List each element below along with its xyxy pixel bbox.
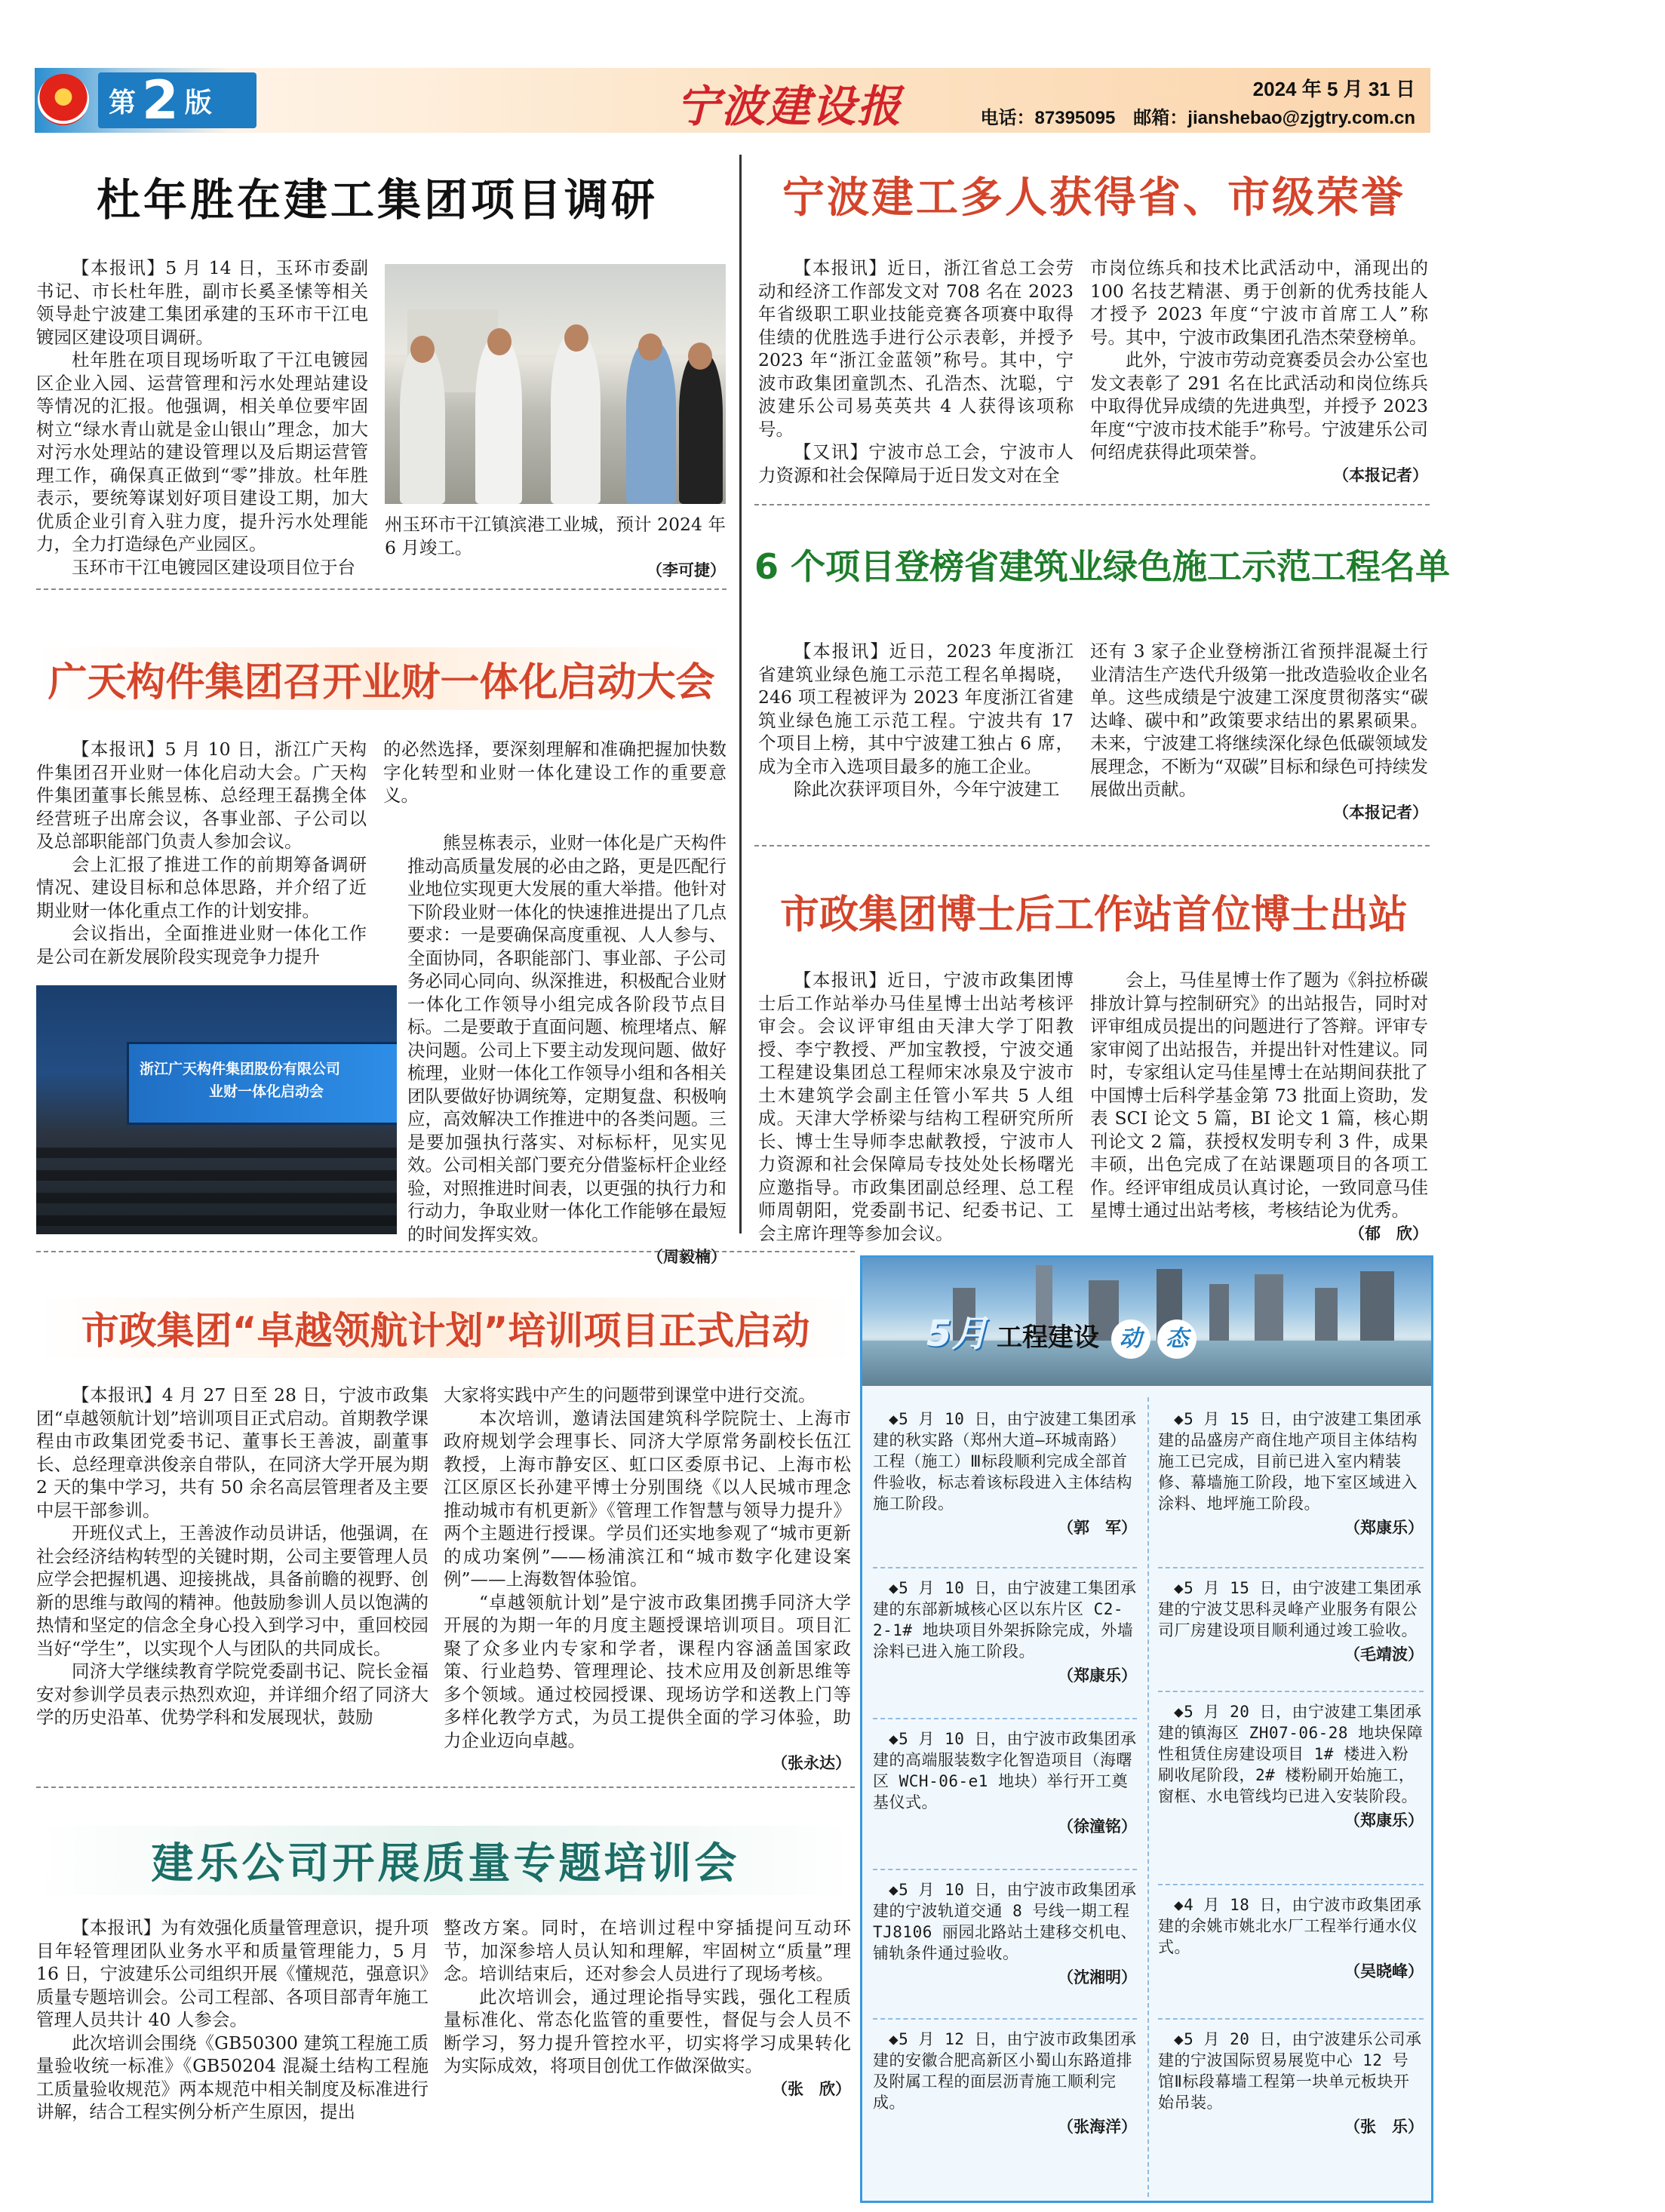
project-text: ◆5 月 20 日，由宁波建工集团承建的镇海区 ZH07-06-28 地块保障性租赁住房建设项目 1# 楼进入粉刷收尾阶段，2# 楼粉刷开始施工，窗框、水电管线均已进入安装阶段。 bbox=[1158, 1703, 1424, 1805]
paragraph: 整改方案。同时，在培训过程中穿插提问互动环节，加深参培人员认知和理解，牢固树立“质量”理念。培训结束后，还对参会人员进行了现场考核。 bbox=[444, 1917, 851, 1984]
article-body-3b bbox=[1090, 640, 1428, 824]
project-text: ◆5 月 12 日，由宁波市政集团承建的安徽合肥高新区小蜀山东路道排及附属工程的面层沥青施工顺利完成。 bbox=[873, 2030, 1137, 2112]
project-byline: （吴晓峰） bbox=[1344, 1962, 1424, 1980]
project-text: ◆5 月 20 日，由宁波建乐公司承建的宁波国际贸易展览中心 12 号馆Ⅱ标段幕墙工程第一块单元板块开始吊装。 bbox=[1158, 2030, 1422, 2112]
project-byline: （张海洋） bbox=[1058, 2118, 1137, 2136]
paragraph: 还有 3 家子企业登榜浙江省预拌混凝土行业清洁生产迭代升级第一批改造验收企业名单。这些成绩是宁波建工深度贯彻落实“碳达峰、碳中和”政策要求结出的累累硕果。未来，宁波建工将继续深化绿色低碳领域发展理念，不断为“双碳”目标和绿色可持续发展做出贡献。 bbox=[1090, 641, 1428, 800]
byline: （张 欣） bbox=[772, 2079, 851, 2098]
photo-site-visit bbox=[385, 264, 726, 504]
article-body-5a bbox=[758, 969, 1074, 1245]
page-ban: 版 bbox=[184, 87, 212, 118]
project-byline: （郑康乐） bbox=[1344, 1519, 1424, 1537]
byline: （本报记者） bbox=[1333, 465, 1428, 484]
paragraph: 【本报讯】4 月 27 日至 28 日，宁波市政集团“卓越领航计划”培训项目正式启动。首期教学课程由市政集团党委书记、董事长王善波，副董事长、总经理章洪俊亲自带队，在同济大学开展为期 2 天的集中学习，共有 50 余名高层管理者及主要中层干部参训。 bbox=[36, 1384, 429, 1521]
byline: （张永达） bbox=[772, 1754, 851, 1772]
project-text: ◆5 月 15 日，由宁波建工集团承建的宁波艾思科灵峰产业服务有限公司厂房建设项目顺利通过竣工验收。 bbox=[1158, 1579, 1422, 1639]
project-byline: （郑康乐） bbox=[1058, 1667, 1137, 1685]
section-divider bbox=[754, 845, 1430, 846]
meeting-screen bbox=[127, 1042, 397, 1125]
paragraph: 同济大学继续教育学院党委副书记、院长金福安对参训学员表示热烈欢迎，并详细介绍了同济大学的历史沿革、优势学科和发展现状，鼓励 bbox=[36, 1661, 429, 1728]
paragraph: 此次培训会围绕《GB50300 建筑工程施工质量验收统一标准》《GB50204 混凝土结构工程施工质量验收规范》两本规范中相关制度及标准进行讲解，结合工程实例分析产生原因，提出 bbox=[36, 2032, 429, 2122]
paragraph: 【本报讯】近日，浙江省总工会劳动和经济工作部发文对 708 名在 2023 年省级职工职业技能竞赛各项赛中取得佳绩的优胜选手进行公示表彰，并授予 2023 年“浙江金蓝领”称号。其中，宁波市政集团童凯杰、孔浩杰、沈聪，宁波建乐公司易英英共 4 人获得该项称号。 bbox=[758, 257, 1074, 440]
project-item bbox=[873, 2029, 1137, 2137]
byline: （周毅楠） bbox=[647, 1248, 727, 1266]
project-item bbox=[1158, 1578, 1424, 1665]
article-body-2a bbox=[758, 257, 1074, 487]
title-month: 5月 bbox=[926, 1313, 988, 1355]
paragraph: 开班仪式上，王善波作动员讲话，他强调，在社会经济结构转型的关键时期，公司主要管理人员应学会把握机遇、迎接挑战，具备前瞻的视野、创新的思维与敢闯的精神。他鼓励参训人员以饱满的热情和坚定的信念全身心投入到学习中，重回校园当好“学生”，以实现个人与团队的共同成长。 bbox=[36, 1522, 429, 1659]
section-divider bbox=[36, 1251, 855, 1252]
article-title-quality-training: 建乐公司开展质量专题培训会 bbox=[36, 1826, 855, 1895]
paragraph: 此次培训会，通过理论指导实践，强化工程质量标准化、常态化监管的重要性，督促与会人员不断学习，努力提升管控水平，切实将学习成果转化为实际成效，将项目创优工作做深做实。 bbox=[444, 1986, 851, 2076]
project-item bbox=[873, 1728, 1137, 1837]
project-text: ◆5 月 15 日，由宁波建工集团承建的品盛房产商住地产项目主体结构施工已完成，目前已进入室内精装修、幕墙施工阶段，地下室区域进入涂料、地坪施工阶段。 bbox=[1158, 1410, 1422, 1513]
paragraph: 【本报讯】近日，宁波市政集团博士后工作站举办马佳星博士出站考核评审会。会议评审组由天津大学丁阳教授、李宁教授、严加宝教授，宁波交通工程建设集团总工程师宋冰泉及宁波市土木建筑学会副主任管小军共 5 人组成。天津大学桥梁与结构工程研究所所长、博士生导师李忠献教授，宁波市人力资源和社会保障局专技处处长杨曙光应邀指导。市政集团副总经理、总工程师周朝阳，党委副书记、纪委书记、工会主席许理等参加会议。 bbox=[758, 969, 1074, 1244]
paragraph: 除此次获评项目外，今年宁波建工 bbox=[794, 779, 1060, 800]
photo-kickoff-meeting bbox=[36, 985, 397, 1234]
article-body-1b bbox=[385, 513, 726, 582]
project-text: ◆5 月 10 日，由宁波建工集团承建的秋实路（郑州大道—环城南路）工程（施工）Ⅲ标段顺利完成全部首件验收，标志着该标段进入主体结构施工阶段。 bbox=[873, 1410, 1137, 1513]
issue-date: 2024 年 5 月 31 日 bbox=[1252, 78, 1415, 100]
paragraph: 杜年胜在项目现场听取了干江电镀园区企业入园、运营管理和污水处理站建设等情况的汇报。他强调，相关单位要牢固树立“绿水青山就是金山银山”理念，加大对污水处理站的建设管理以及后期运营管理工作，确保真正做到“零”排放。杜年胜表示，要统筹谋划好项目建设工期，加大优质企业引育入驻力度，提升污水处理能力，全力打造绿色产业园区。 bbox=[36, 349, 368, 555]
article-body-2b bbox=[1090, 257, 1428, 487]
article-body-4a bbox=[36, 738, 367, 968]
paragraph: 市岗位练兵和技术比武活动中，涌现出的 100 名技艺精湛、勇于创新的优秀技能人才授予 2023 年度“宁波市首席工人”称号。其中，宁波市政集团孔浩杰荣登榜单。 bbox=[1090, 257, 1428, 348]
article-title-dunianSheng: 杜年胜在建工集团项目调研 bbox=[96, 174, 658, 226]
project-byline: （张 乐） bbox=[1344, 2118, 1424, 2136]
article-title-guangtian: 广天构件集团召开业财一体化启动大会 bbox=[36, 647, 727, 710]
project-byline: （沈湘明） bbox=[1058, 1968, 1137, 1986]
title-badge-2: 态 bbox=[1157, 1320, 1197, 1359]
column-divider bbox=[739, 155, 742, 1233]
project-text: ◆4 月 18 日，由宁波市政集团承建的余姚市姚北水厂工程举行通水仪式。 bbox=[1158, 1896, 1422, 1956]
byline: （李可捷） bbox=[647, 561, 726, 579]
masthead bbox=[35, 68, 1430, 133]
paragraph: 熊昱栋表示，业财一体化是广天构件推动高质量发展的必由之路，更是匹配行业地位实现更大发展的重大举措。他针对下阶段业财一体化的快速推进提出了几点要求：一是要确保高度重视、人人参与、全面协同，各职能部门、事业部、子公司务必同心同向、纵深推进，积极配合业财一体化工作领导小组完成各阶段节点目标。二是要敢于直面问题、梳理堵点、解决问题。公司上下要主动发现问题、做好梳理，业财一体化工作领导小组和各相关团队要做好协调统筹，定期复盘、积极响应，高效解决工作推进中的各类问题。三是要加强执行落实、对标标杆，见实见效。公司相关部门要充分借鉴标杆企业经验，对照推进时间表，以更强的执行力和行动力，争取业财一体化工作能够在最短的时间发挥实效。 bbox=[407, 832, 727, 1245]
project-byline: （郑康乐） bbox=[1344, 1811, 1424, 1830]
project-box-title bbox=[926, 1304, 1197, 1359]
article-body-1a bbox=[36, 257, 368, 579]
byline: （本报记者） bbox=[1333, 803, 1428, 822]
project-item bbox=[1158, 1894, 1424, 1982]
title-badge-1: 动 bbox=[1111, 1320, 1150, 1359]
article-body-7a bbox=[36, 1916, 429, 2124]
section-divider bbox=[36, 588, 727, 590]
section-divider bbox=[36, 1786, 855, 1788]
article-title-training-launch: 市政集团“卓越领航计划”培训项目正式启动 bbox=[36, 1298, 855, 1358]
paragraph: 【又讯】宁波市总工会，宁波市人力资源和社会保障局于近日发文对在全 bbox=[758, 441, 1074, 486]
project-text: ◆5 月 10 日，由宁波市政集团承建的宁波轨道交通 8 号线一期工程 TJ8106 丽园北路站土建移交机电、铺轨条件通过验收。 bbox=[873, 1881, 1138, 1962]
paragraph: 【本报讯】5 月 14 日，玉环市委副书记、市长杜年胜，副市长奚圣愫等相关领导赴宁波建工集团承建的玉环市干江电镀园区建设项目调研。 bbox=[36, 257, 368, 348]
paragraph: 此外，宁波市劳动竞赛委员会办公室也发文表彰了 291 名在比武活动和岗位练兵中取得优异成绩的先进典型，并授予 2023 年度“宁波市技术能手”称号。宁波建乐公司何绍虎获得此项荣誉。 bbox=[1090, 349, 1428, 462]
page-number-box bbox=[98, 69, 257, 131]
paragraph: 【本报讯】为有效强化质量管理意识，提升项目年轻管理团队业务水平和质量管理能力，5 月 16 日，宁波建乐公司组织开展《懂规范，强意识》质量专题培训会。公司工程部、各项目部青年施工管理人员共计 40 人参会。 bbox=[36, 1917, 429, 2030]
project-byline: （郭 军） bbox=[1058, 1519, 1137, 1537]
project-byline: （毛靖波） bbox=[1344, 1645, 1424, 1664]
title-text: 工程建设 bbox=[996, 1323, 1099, 1353]
item-divider bbox=[1158, 1567, 1424, 1568]
byline: （郁 欣） bbox=[1349, 1224, 1428, 1243]
paragraph: 玉环市干江电镀园区建设项目位于台 bbox=[72, 556, 355, 578]
article-title-honors: 宁波建工多人获得省、市级荣誉 bbox=[782, 174, 1405, 223]
item-divider bbox=[873, 2018, 1137, 2020]
section-divider bbox=[754, 504, 1430, 505]
item-divider bbox=[1158, 1691, 1424, 1692]
article-body-5b bbox=[1090, 969, 1428, 1245]
screen-line-1: 浙江广天构件集团股份有限公司 bbox=[140, 1061, 341, 1077]
paragraph: 的必然选择，要深刻理解和准确把握加快数字化转型和业财一体化建设工作的重要意义。 bbox=[383, 739, 727, 806]
contact-info: 电话：87395095 邮箱：jianshebao@zjgtry.com.cn bbox=[980, 108, 1415, 128]
paragraph: 州玉环市干江镇滨港工业城，预计 2024 年 6 月竣工。 bbox=[385, 514, 726, 558]
project-item bbox=[873, 1879, 1137, 1988]
screen-line-2: 业财一体化启动会 bbox=[208, 1083, 324, 1100]
project-item bbox=[1158, 1701, 1424, 1831]
page-number: 2 bbox=[142, 69, 179, 131]
project-item bbox=[1158, 1409, 1424, 1538]
project-item bbox=[873, 1409, 1137, 1538]
paragraph: 【本报讯】近日，2023 年度浙江省建筑业绿色施工示范工程名单揭晓，246 项工程被评为 2023 年度浙江省建筑业绿色施工示范工程。宁波共有 17 个项目上榜，其中宁波建工独占 6 席，成为全市入选项目最多的施工企业。 bbox=[758, 641, 1074, 777]
project-item bbox=[1158, 2029, 1424, 2137]
paragraph: 会上汇报了推进工作的前期筹备调研情况、建设目标和总体思路，并介绍了近期业财一体化重点工作的计划安排。 bbox=[36, 853, 367, 921]
article-body-6b bbox=[444, 1384, 851, 1775]
article-title-green-construction: 6 个项目登榜省建筑业绿色施工示范工程名单 bbox=[754, 546, 1451, 587]
paragraph: 会议指出，全面推进业财一体化工作是公司在新发展阶段实现竞争力提升 bbox=[36, 923, 367, 967]
paragraph: 会上，马佳星博士作了题为《斜拉桥碳排放计算与控制研究》的出站报告，同时对评审组成员提出的问题进行了答辩。评审专家审阅了出站报告，并提出针对性建议。同时，专家组认定马佳星博士在站期间获批了中国博士后科学基金第 73 批面上资助，发表 SCI 论文 5 篇，BI 论文 1 篇，核心期刊论文 2 篇，获授权发明专利 3 件，成果丰硕，出色完成了在站课题项目的各项工作。经评审组成员认真讨论，一致同意马佳星博士通过出站考核，考核结论为优秀。 bbox=[1090, 969, 1428, 1221]
paragraph: 本次培训，邀请法国建筑科学院院士、上海市政府规划学会理事长、同济大学原常务副校长伍江教授，上海市静安区、虹口区委原书记、上海市松江区原区长孙建平博士分别围绕《以人民城市理念推动城市有机更新》《管理工作智慧与领导力提升》两个主题进行授课。学员们还实地参观了“城市更新的成功案例”——杨浦滨江和“城市数字化建设案例”——上海数智体验馆。 bbox=[444, 1407, 851, 1590]
project-byline: （徐潼铭） bbox=[1058, 1817, 1137, 1836]
project-item bbox=[873, 1578, 1137, 1686]
paragraph: 【本报讯】5 月 10 日，浙江广天构件集团召开业财一体化启动大会。广天构件集团董事长熊昱栋、总经理王磊携全体经营班子出席会议，各事业部、子公司以及总部职能部门负责人参加会议。 bbox=[36, 739, 367, 852]
article-body-6a bbox=[36, 1384, 429, 1729]
item-divider bbox=[873, 1718, 1137, 1719]
paper-name: 宁波建设报 bbox=[676, 81, 903, 132]
item-divider bbox=[1158, 2018, 1424, 2020]
item-divider bbox=[1158, 1884, 1424, 1885]
item-divider bbox=[873, 1869, 1137, 1870]
article-body-7b bbox=[444, 1916, 851, 2100]
project-text: ◆5 月 10 日，由宁波市政集团承建的高端服装数字化智造项目（海曙区 WCH-06-e1 地块）举行开工奠基仪式。 bbox=[873, 1730, 1137, 1811]
article-title-postdoc: 市政集团博士后工作站首位博士出站 bbox=[779, 892, 1408, 938]
page-di: 第 bbox=[109, 87, 137, 118]
newspaper-logo-icon bbox=[38, 74, 89, 125]
article-body-4b bbox=[383, 738, 727, 807]
item-divider bbox=[873, 1567, 1137, 1568]
article-body-3a bbox=[758, 640, 1074, 801]
paragraph: “卓越领航计划”是宁波市政集团携手同济大学开展的为期一年的月度主题授课培训项目。项目汇聚了众多业内专家和学者，课程内容涵盖国家政策、行业趋势、管理理论、技术应用及创新思维等多个领域。通过校园授课、现场访学和送教上门等多样化教学方式，为员工提供全面的学习体验，助力企业迈向卓越。 bbox=[444, 1591, 851, 1751]
paragraph: 大家将实践中产生的问题带到课堂中进行交流。 bbox=[444, 1384, 816, 1406]
project-column-divider bbox=[1147, 1397, 1149, 2197]
project-text: ◆5 月 10 日，由宁波建工集团承建的东部新城核心区以东片区 C2-2-1# 地块项目外架拆除完成，外墙涂料已进入施工阶段。 bbox=[873, 1579, 1137, 1661]
project-news-box bbox=[860, 1255, 1433, 2203]
article-body-4c bbox=[407, 831, 727, 1269]
